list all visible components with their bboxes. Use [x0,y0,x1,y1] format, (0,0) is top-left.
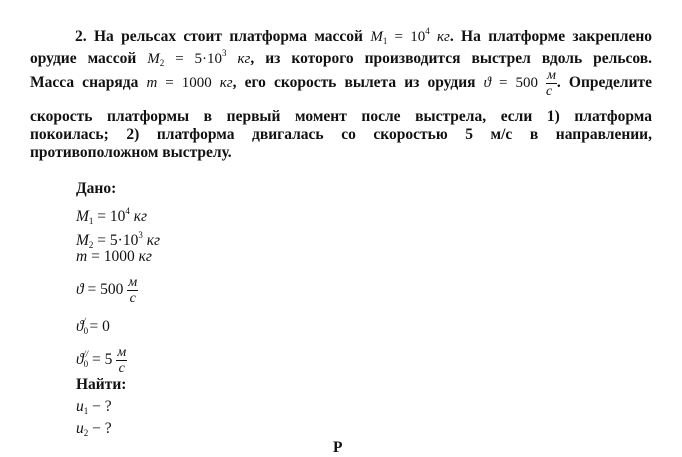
given-m: m = 1000 кг [76,248,152,265]
given-v0-prime: $ϑ_0^/ = 0$ [76,316,110,336]
find-u1: $u_1$ − ? [76,398,112,416]
given-M2: $M_2 = 5\cdot 10^3$ кг [76,230,161,250]
formula-v: ϑ = 500 $\frac{м}{с}$ [483,68,556,100]
problem-line-6: противоположном выстрелу. [30,144,232,161]
formula-m: m = 1000 кг [146,75,233,91]
given-title: Дано: [76,180,117,197]
text: , из которого производится выстрел вдоль рельсов. [250,50,653,67]
problem-line-3 [30,66,652,100]
text: . На платформе закреплено [449,28,653,45]
cutoff-heading: Р [333,439,343,456]
find-title: Найти: [76,376,127,393]
find-u2: $u_2$ − ? [76,420,112,438]
problem-line-4: скорость платформы в первый момент после выстрела, если 1) платформа [30,108,652,125]
text: , его скорость вылета из орудия [232,74,476,91]
text: На рельсах стоит платформа массой [93,28,363,45]
formula-M2: $M_2 = 5\cdot 10^3$ кг [147,48,251,68]
given-v: ϑ = 500 $\frac{м}{с}$ [76,274,138,306]
problem-line-5: покоилась; 2) платформа двигалась со скоростью 5 м/с в направлении, [30,126,652,143]
given-v0-double-prime: $ϑ_0^{//} = 5$ $\frac{м}{с}$ [76,344,127,376]
text: орудие массой [30,50,137,67]
problem-number: 2. [75,28,87,45]
text: . Определите [556,74,653,91]
text: Масса снаряда [30,74,139,91]
formula-M1: $M_1 = 10^4$ кг [370,26,450,46]
given-M1: $M_1 = 10^4$ кг [76,206,148,226]
